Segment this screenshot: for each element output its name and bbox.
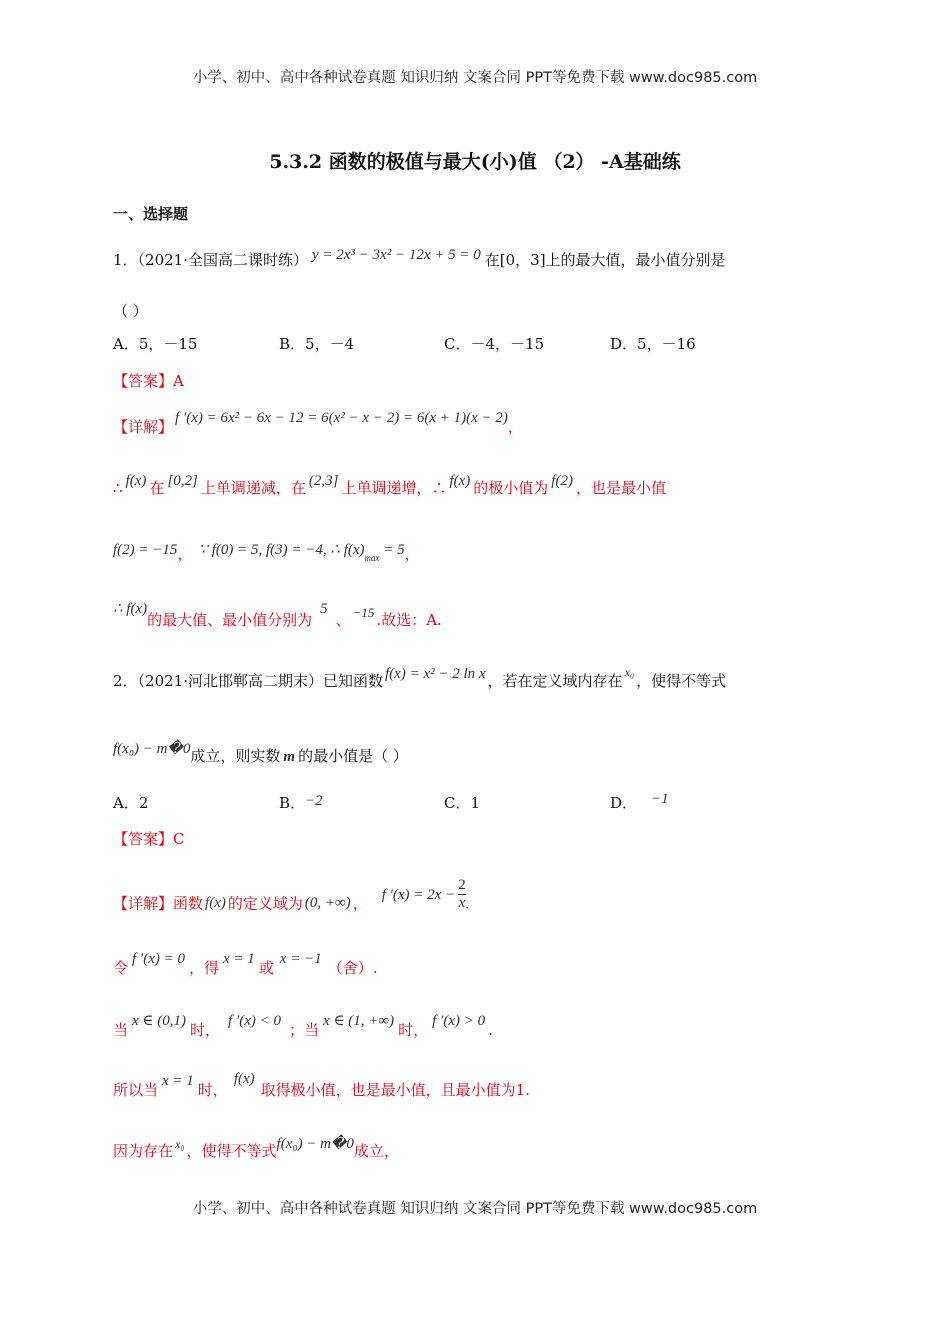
q2-detail-line3: 当 x ∈ (0,1) 时， f ′(x) < 0 ；当 x ∈ (1, +∞) 时， f ′(x) > 0. bbox=[113, 1013, 493, 1039]
q2-stem: 2．（2021·河北邯郸高二期末）已知函数 f(x) = x² − 2 ln x ，若在定义域内存在 $^{x_0}$ ，使得不等式 bbox=[113, 665, 727, 690]
q2-answer: 【答案】C bbox=[113, 830, 185, 848]
q1-option-c[interactable]: C．－4，－15 bbox=[444, 335, 545, 353]
q2-option-a[interactable]: A．2 bbox=[113, 794, 149, 812]
q1-paren: （ ） bbox=[113, 302, 148, 320]
q1-option-d[interactable]: D．5，－16 bbox=[610, 335, 696, 353]
q1-detail-line1: 【详解】 f ′(x) = 6x² − 6x − 12 = 6(x² − x − 2) = 6(x + 1)(x − 2)， bbox=[113, 410, 523, 436]
q2-detail-line2: 令 f ′(x) = 0 ，得 x = 1 或 x = −1 （舍）. bbox=[113, 951, 378, 977]
page-title: 5.3.2 函数的极值与最大(小)值 （2） -A基础练 bbox=[269, 151, 681, 173]
q1-option-b[interactable]: B．5，－4 bbox=[279, 335, 355, 353]
q2-stem-line2: f(x₀) − m�0成立，则实数 m 的最小值是（ ） bbox=[113, 741, 408, 765]
q2-option-b[interactable]: B．−2 bbox=[279, 793, 323, 812]
q1-answer: 【答案】A bbox=[113, 372, 184, 390]
q2-option-c[interactable]: C．1 bbox=[444, 794, 481, 812]
q1-formula: y = 2x³ − 3x² − 12x + 5 = 0 bbox=[312, 247, 481, 263]
q1-option-a[interactable]: A．5，－15 bbox=[113, 335, 198, 353]
q1-stem: 1．（2021·全国高二课时练） y = 2x³ − 3x² − 12x + 5 = 0 在[0，3]上的最大值，最小值分别是 bbox=[113, 247, 726, 269]
page-footer: 小学、初中、高中各种试卷真题 知识归纳 文案合同 PPT等免费下载 www.doc985.com bbox=[192, 1201, 758, 1217]
page-header: 小学、初中、高中各种试卷真题 知识归纳 文案合同 PPT等免费下载 www.doc985.com bbox=[192, 70, 758, 86]
q1-detail-line4: ∴ f(x)的最大值、最小值分别为5、 −15 .故选：A. bbox=[113, 601, 442, 629]
q2-detail-line4: 所以当 x = 1 时，f(x)取得极小值，也是最小值，且最小值为1. bbox=[113, 1071, 530, 1099]
q1-detail-line3: f(2) = −15， ∵ f(0) = 5, f(3) = −4, ∴ $f(x)_{max} = 5$， bbox=[113, 542, 420, 563]
q2-detail-line5: 因为存在 $^{x_0}$ ，使得不等式f(x₀) − m�0成立， bbox=[113, 1136, 399, 1160]
q2-inequality: f(x₀) − m�0 bbox=[113, 741, 191, 757]
q1-derivative: f ′(x) = 6x² − 6x − 12 = 6(x² − x − 2) = 6(x + 1)(x − 2) bbox=[175, 410, 508, 426]
q2-detail-line1: 【详解】函数 f(x) 的定义域为 (0, +∞) ， f ′(x) = 2x − $\frac{2}{x}$ . bbox=[113, 877, 470, 913]
q2-formula: f(x) = x² − 2 ln x bbox=[385, 666, 486, 682]
section-heading: 一、选择题 bbox=[113, 205, 189, 223]
q2-option-d[interactable]: D． −1 bbox=[610, 791, 669, 812]
q1-detail-line2: ∴ f(x) 在 [0,2] 上单调递减，在 (2,3] 上单调递增，∴ f(x) 的极小值为 f(2) ，也是最小值 bbox=[113, 473, 666, 497]
